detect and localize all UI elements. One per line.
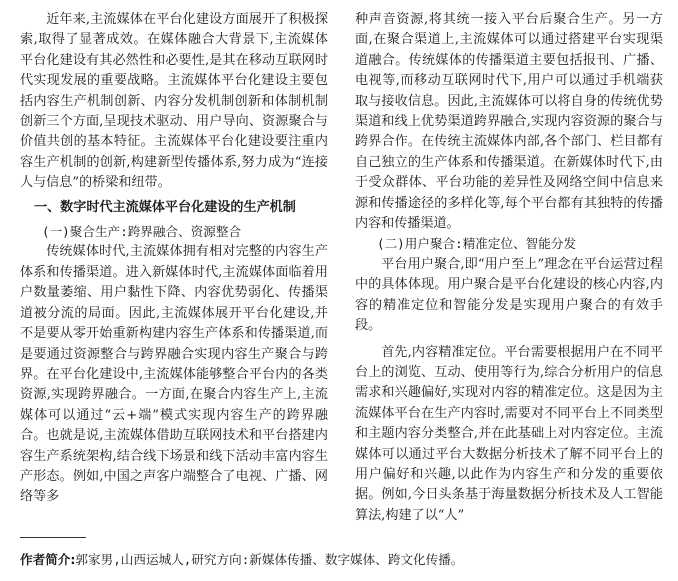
section-heading: 一、数字时代主流媒体平台化建设的生产机制 xyxy=(34,199,296,215)
right-column xyxy=(355,10,663,526)
footnote-divider xyxy=(20,537,86,538)
body-paragraph-user-aggregation: 平台用户聚合,即“用户至上”理念在平台运营过程中的具体体现。用户聚合是平台化建设的核心内容,内容的精准定位和智能分发是实现用户聚合的有效手段。 xyxy=(355,256,663,334)
intro-paragraph: 近年来,主流媒体在平台化建设方面展开了积极探索,取得了显著成效。在媒体融合大背景下,主流媒体平台化建设有其必然性和必要性,是其在移动互联网时代实现发展的重要战略。主流媒体平台化建设主要包括内容生产机制创新、内容分发机制创新和体制机制创新三个方面,呈现技术驱动、用户导向、资源聚合与价值共创的基本特征。主流媒体平台化建设要注重内容生产机制的创新,构建新型传播体系,努力成为“连接人与信息”的桥梁和纽带。 xyxy=(20,12,328,191)
continuation-paragraph: 种声音资源,将其统一接入平台后聚合生产。另一方面,在聚合渠道上,主流媒体可以通过搭建平台实现渠道融合。传统媒体的传播渠道主要包括报刊、广播、电视等,而移动互联网时代下,用户可以通过手机端获取与接收信息。因此,主流媒体可以将自身的传统优势渠道和线上优势渠道跨界融合,实现内容资源的聚合与跨界合作。在传统主流媒体内部,各个部门、栏目都有自己独立的生产体系和传播渠道。在新媒体时代下,由于受众群体、平台功能的差异性及网络空间中信息来源和传播途径的多样化等,每个平台都有其独特的传播内容和传播渠道。 xyxy=(355,12,663,232)
left-column xyxy=(20,10,328,508)
subheading-aggregated-production: (一)聚合生产:跨界融合、资源整合 xyxy=(42,224,242,240)
footnote-label: 作者简介: xyxy=(20,552,76,567)
body-paragraph-aggregated-production: 传统媒体时代,主流媒体拥有相对完整的内容生产体系和传播渠道。进入新媒体时代,主流媒体面临着用户数量萎缩、用户黏性下降、内容优势弱化、传播渠道被分流的局面。因此,主流媒体展开平台化建设,并不是要从零开始重新构建内容生产体系和传播渠道,而是要通过资源整合与跨界融合实现内容生产聚合与跨界。在平台化建设中,主流媒体能够整合平台内的各类资源,实现跨界融合。一方面,在聚合内容生产上,主流媒体可以通过“云+端”模式实现内容生产的跨界融合。也就是说,主流媒体借助互联网技术和平台搭建内容生产系统架构,结合线下场景和线下活动丰富内容生产形态。例如,中国之声客户端整合了电视、广播、网络等多 xyxy=(20,244,328,505)
subheading-user-aggregation: (二)用户聚合:精准定位、智能分发 xyxy=(377,236,577,252)
author-footnote xyxy=(20,551,660,569)
footnote-text: 郭家男,山西运城人,研究方向:新媒体传播、数字媒体、跨文化传播。 xyxy=(75,552,464,567)
body-paragraph-precise-positioning: 首先,内容精准定位。平台需要根据用户在不同平台上的浏览、互动、使用等行为,综合分析用户的信息需求和兴趣偏好,实现对内容的精准定位。这是因为主流媒体平台在生产内容时,需要对不同平台上不同类型和主题内容分类整合,并在此基础上对内容定位。主流媒体可以通过平台大数据分析技术了解不同平台上的用户偏好和兴趣,以此作为内容生产和分发的重要依据。例如,今日头条基于海量数据分析技术及人工智能算法,构建了以“人” xyxy=(355,344,663,523)
